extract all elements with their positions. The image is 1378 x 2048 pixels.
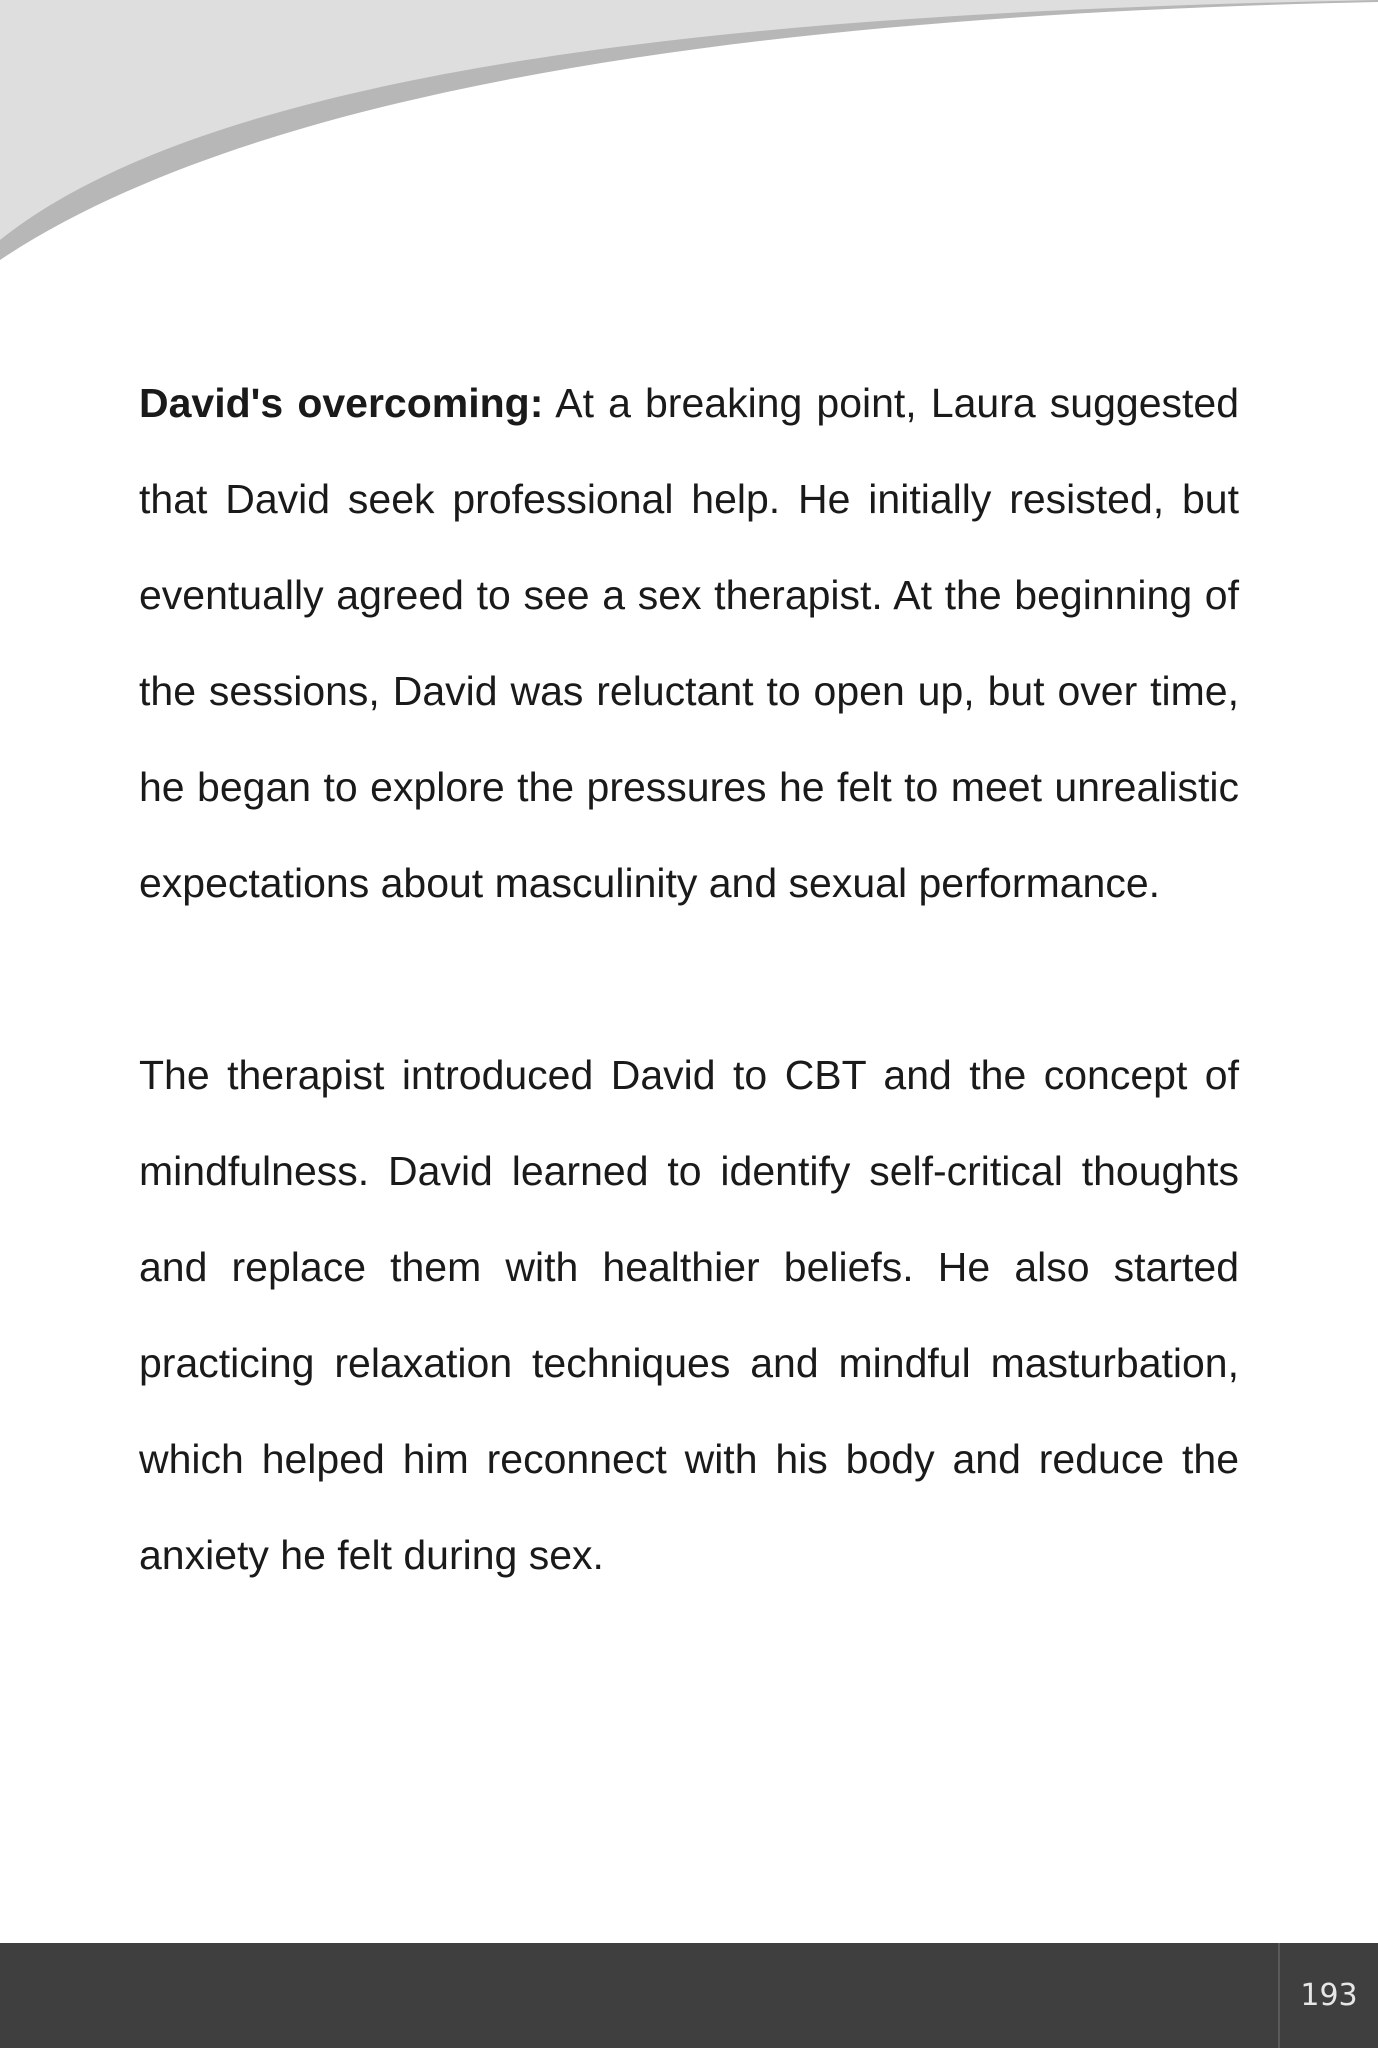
paragraph-lead-heading: David's overcoming:	[139, 380, 544, 426]
footer-bar	[0, 1943, 1378, 2048]
page-corner-curve-decoration	[0, 0, 1378, 300]
paragraph-therapist-introduced	[139, 1027, 1239, 1603]
page-number: 193	[1278, 1943, 1378, 2048]
paragraph-davids-overcoming	[139, 355, 1239, 931]
page-body	[139, 355, 1239, 1603]
paragraph-text: The therapist introduced David to CBT and the concept of mindfulness. David learned to identify self-critical thoughts and replace them with healthier beliefs. He also started practicing relaxation techniques and mindful masturbation, which helped him reconnect with his body and reduce the anxiety he felt during sex.	[139, 1052, 1239, 1578]
paragraph-text: At a breaking point, Laura suggested that David seek professional help. He initially resisted, but eventually agreed to see a sex therapist. At the beginning of the sessions, David was reluctant to open up, but over time, he began to explore the pressures he felt to meet unrealistic expectations about masculinity and sexual performance.	[139, 380, 1240, 906]
